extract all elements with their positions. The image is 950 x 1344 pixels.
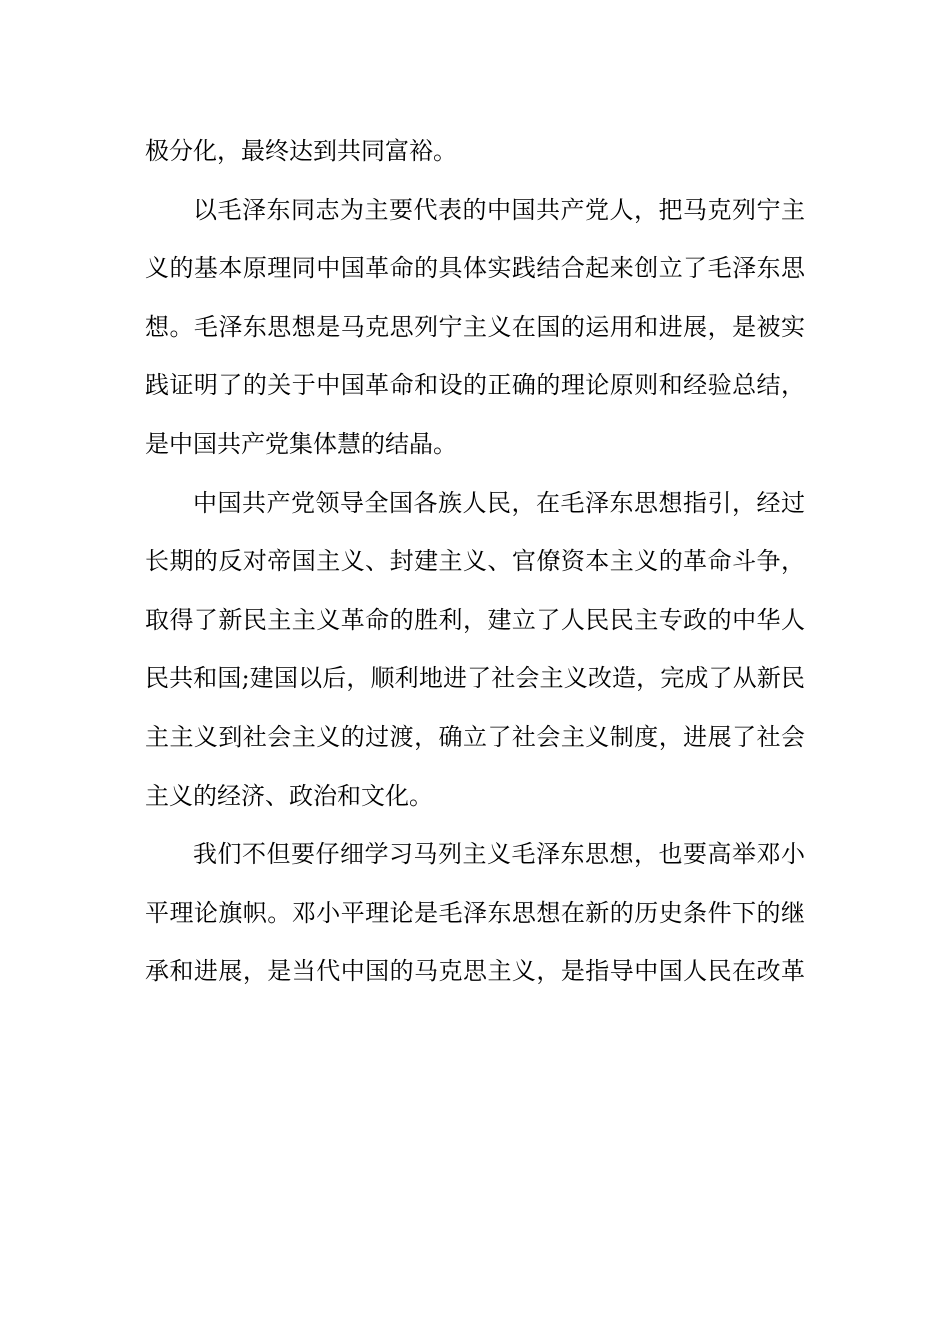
text-line: 是中国共产党集体慧的结晶。 <box>145 429 457 458</box>
text-line: 民共和国;建国以后，顺利地进了社会主义改造，完成了从新民 <box>145 664 805 693</box>
text-line: 想。毛泽东思想是马克思列宁主义在国的运用和进展，是被实 <box>145 312 805 341</box>
text-line: 极分化，最终达到共同富裕。 <box>145 137 457 165</box>
text-line: 取得了新民主主义革命的胜利，建立了人民民主专政的中华人 <box>145 605 805 634</box>
text-line: 以毛泽东同志为主要代表的中国共产党人，把马克列宁主 <box>193 195 805 224</box>
text-line: 义的基本原理同中国革命的具体实践结合起来创立了毛泽东思 <box>145 254 805 283</box>
document-body <box>145 127 805 1006</box>
text-line: 主义的经济、政治和文化。 <box>145 781 433 810</box>
text-line: 平理论旗帜。邓小平理论是毛泽东思想在新的历史条件下的继 <box>145 898 805 927</box>
text-line: 践证明了的关于中国革命和设的正确的理论原则和经验总结， <box>145 371 805 400</box>
text-line: 承和进展，是当代中国的马克思主义，是指导中国人民在改革 <box>145 957 805 986</box>
text-line: 主主义到社会主义的过渡，确立了社会主义制度，进展了社会 <box>145 722 805 751</box>
text-line: 长期的反对帝国主义、封建主义、官僚资本主义的革命斗争， <box>145 547 805 576</box>
text-line: 中国共产党领导全国各族人民，在毛泽东思想指引，经过 <box>193 488 805 517</box>
text-line: 我们不但要仔细学习马列主义毛泽东思想，也要高举邓小 <box>193 840 805 869</box>
